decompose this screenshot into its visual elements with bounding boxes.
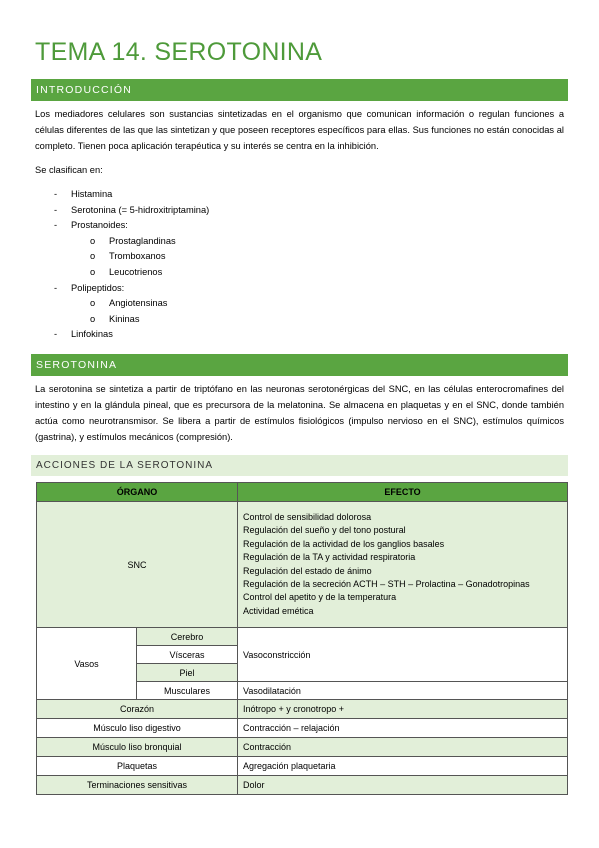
dash-marker: - <box>54 329 58 340</box>
list-item-label: Kininas <box>109 313 140 324</box>
effect-cell: Contracción <box>238 738 568 757</box>
serotonina-paragraph: La serotonina se sintetiza a partir de triptófano en las neuronas serotonérgicas del SNC, en las células enterocromafines del intestino y en la glándula pineal, que es precursora de la melatonina. Se almacena en plaquetas y en el SNC, donde también actúa como neurotransmisor. Se libera a partir de estímulos fisiológicos (impulso nervioso en el SNC), estímulos químicos (gastrina), y estímulos mecánicos (compresión). <box>35 384 564 442</box>
table-row <box>37 719 568 738</box>
effect-cell: Contracción – relajación <box>238 719 568 738</box>
table-row <box>37 776 568 795</box>
snc-effect-line: Control del apetito y de la temperatura <box>243 592 397 603</box>
column-header-efecto: EFECTO <box>238 483 568 502</box>
bullet-marker: o <box>90 298 96 309</box>
snc-effect-line: Regulación de la TA y actividad respiratoria <box>243 552 416 563</box>
subsection-heading-acciones: ACCIONES DE LA SEROTONINA <box>31 455 568 476</box>
effect-cell: Inótropo + y cronotropo + <box>238 700 568 719</box>
list-item-label: Prostanoides: <box>71 220 128 231</box>
effect-cell-vasodilatacion: Vasodilatación <box>238 682 568 700</box>
organ-cell: Músculo liso digestivo <box>37 719 238 738</box>
snc-effect-line: Regulación de la secreción ACTH – STH – Prolactina – Gonadotropinas <box>243 578 530 589</box>
table-row-snc <box>37 502 568 628</box>
suborgan-cell-musculares: Musculares <box>137 682 238 700</box>
organ-cell: Corazón <box>37 700 238 719</box>
organ-cell-snc: SNC <box>37 502 238 628</box>
snc-effect-line: Regulación de la actividad de los ganglios basales <box>243 538 445 549</box>
list-item-label: Linfokinas <box>71 329 113 340</box>
dash-marker: - <box>54 220 58 231</box>
effect-cell-snc <box>238 502 568 628</box>
table-row <box>37 757 568 776</box>
intro-paragraph: Los mediadores celulares son sustancias sintetizadas en el organismo que comunican información o regulan funciones a células diferentes de las que las sintetizan y que poseen receptores específicos para ellas. Sus funciones no están conocidas al completo. Tienen poca aplicación terapéutica y su interés se centra en la inhibición. <box>35 109 564 151</box>
section-heading-introduccion: INTRODUCCIÓN <box>31 79 568 101</box>
suborgan-cell-piel: Piel <box>137 664 238 682</box>
list-item-label: Tromboxanos <box>109 251 166 262</box>
dash-marker: - <box>54 204 58 215</box>
organ-cell: Plaquetas <box>37 757 238 776</box>
list-item-label: Angiotensinas <box>109 298 168 309</box>
classify-label: Se clasifican en: <box>35 165 103 175</box>
snc-effect-line: Control de sensibilidad dolorosa <box>243 511 372 522</box>
table-header-row <box>37 483 568 502</box>
dash-marker: - <box>54 189 58 199</box>
list-item-label: Prostaglandinas <box>109 235 176 246</box>
snc-effect-line: Regulación del estado de ánimo <box>243 565 372 576</box>
snc-effect-line: Actividad emética <box>243 605 314 616</box>
effect-cell: Dolor <box>238 776 568 795</box>
bullet-marker: o <box>90 235 96 246</box>
effect-cell-vasoconstriccion: Vasoconstricción <box>238 628 568 682</box>
bullet-marker: o <box>90 267 96 277</box>
suborgan-cell-visceras: Vísceras <box>137 646 238 664</box>
table-row-vasos-cerebro <box>37 628 568 646</box>
bullet-marker: o <box>90 313 96 324</box>
actions-table <box>36 482 568 795</box>
section-heading-serotonina: SEROTONINA <box>31 354 568 376</box>
list-item-label: Serotonina (= 5-hidroxitriptamina) <box>71 204 210 215</box>
list-item-label: Leucotrienos <box>109 267 163 277</box>
bullet-marker: o <box>90 251 96 262</box>
effect-cell: Agregación plaquetaria <box>238 757 568 776</box>
page-title: TEMA 14. SEROTONINA <box>35 38 323 66</box>
list-item-label: Histamina <box>71 189 113 199</box>
column-header-organo: ÓRGANO <box>37 483 238 502</box>
organ-cell: Terminaciones sensitivas <box>37 776 238 795</box>
organ-cell: Músculo liso bronquial <box>37 738 238 757</box>
suborgan-cell-cerebro: Cerebro <box>137 628 238 646</box>
snc-effect-line: Regulación del sueño y del tono postural <box>243 525 406 536</box>
dash-marker: - <box>54 282 58 293</box>
table-row <box>37 738 568 757</box>
table-row <box>37 700 568 719</box>
list-item-label: Polipeptidos: <box>71 282 125 293</box>
organ-cell-vasos: Vasos <box>37 628 137 700</box>
